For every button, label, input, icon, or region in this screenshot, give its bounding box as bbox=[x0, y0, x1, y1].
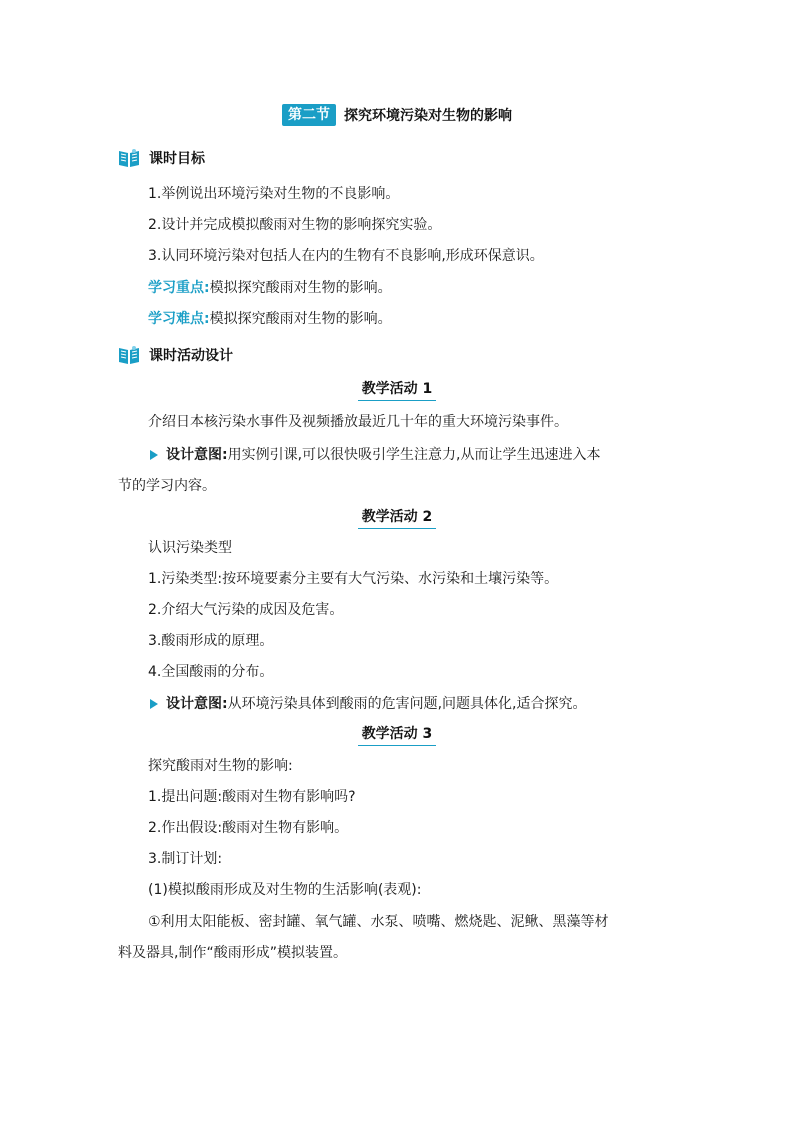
activity-2-line: 3.酸雨形成的原理。 bbox=[148, 633, 274, 649]
goal-item: 2.设计并完成模拟酸雨对生物的影响探究实验。 bbox=[148, 217, 442, 233]
activity-1-intent bbox=[150, 445, 601, 465]
book-icon bbox=[118, 148, 140, 168]
activity-3-line-cont: 料及器具,制作“酸雨形成”模拟装置。 bbox=[118, 945, 347, 961]
activity-3-line: 1.提出问题:酸雨对生物有影响吗? bbox=[148, 789, 356, 805]
activity-1-intent-cont: 节的学习内容。 bbox=[118, 478, 216, 494]
activity-2-line: 2.介绍大气污染的成因及危害。 bbox=[148, 602, 344, 618]
activity-3-line: ①利用太阳能板、密封罐、氧气罐、水泵、喷嘴、燃烧匙、泥鳅、黑藻等材 bbox=[148, 914, 609, 930]
section-badge: 第二节 bbox=[282, 104, 336, 126]
activity-2-intent bbox=[150, 694, 587, 714]
difficult-point-text: 模拟探究酸雨对生物的影响。 bbox=[209, 311, 392, 327]
activity-3-line: 3.制订计划: bbox=[148, 851, 223, 867]
difficult-point bbox=[148, 309, 392, 329]
activity-1-text: 介绍日本核污染水事件及视频播放最近几十年的重大环境污染事件。 bbox=[148, 414, 568, 430]
triangle-icon bbox=[150, 450, 158, 460]
intent-label: 设计意图: bbox=[166, 696, 228, 712]
intent-text: 用实例引课,可以很快吸引学生注意力,从而让学生迅速进入本 bbox=[227, 447, 601, 463]
design-heading bbox=[118, 345, 233, 365]
section-title: 探究环境污染对生物的影响 bbox=[344, 108, 512, 124]
key-point bbox=[148, 278, 392, 298]
section-title-row bbox=[0, 104, 794, 126]
activity-3-line: 2.作出假设:酸雨对生物有影响。 bbox=[148, 820, 349, 836]
activity-2-title: 教学活动 2 bbox=[0, 508, 794, 529]
design-heading-label: 课时活动设计 bbox=[149, 348, 233, 364]
key-point-text: 模拟探究酸雨对生物的影响。 bbox=[209, 280, 392, 296]
activity-2-line: 认识污染类型 bbox=[148, 540, 232, 556]
activity-2-line: 4.全国酸雨的分布。 bbox=[148, 664, 274, 680]
triangle-icon bbox=[150, 699, 158, 709]
goal-item: 1.举例说出环境污染对生物的不良影响。 bbox=[148, 186, 400, 202]
goals-heading bbox=[118, 148, 205, 168]
activity-3-line: 探究酸雨对生物的影响: bbox=[148, 758, 293, 774]
activity-3-line: (1)模拟酸雨形成及对生物的生活影响(表观): bbox=[148, 882, 422, 898]
activity-2-line: 1.污染类型:按环境要素分主要有大气污染、水污染和土壤污染等。 bbox=[148, 571, 559, 587]
goals-heading-label: 课时目标 bbox=[149, 151, 205, 167]
book-icon bbox=[118, 345, 140, 365]
activity-3-title: 教学活动 3 bbox=[0, 725, 794, 746]
difficult-point-label: 学习难点: bbox=[148, 311, 210, 327]
intent-label: 设计意图: bbox=[166, 447, 228, 463]
activity-1-title: 教学活动 1 bbox=[0, 380, 794, 401]
key-point-label: 学习重点: bbox=[148, 280, 210, 296]
intent-text: 从环境污染具体到酸雨的危害问题,问题具体化,适合探究。 bbox=[227, 696, 587, 712]
goal-item: 3.认同环境污染对包括人在内的生物有不良影响,形成环保意识。 bbox=[148, 248, 544, 264]
